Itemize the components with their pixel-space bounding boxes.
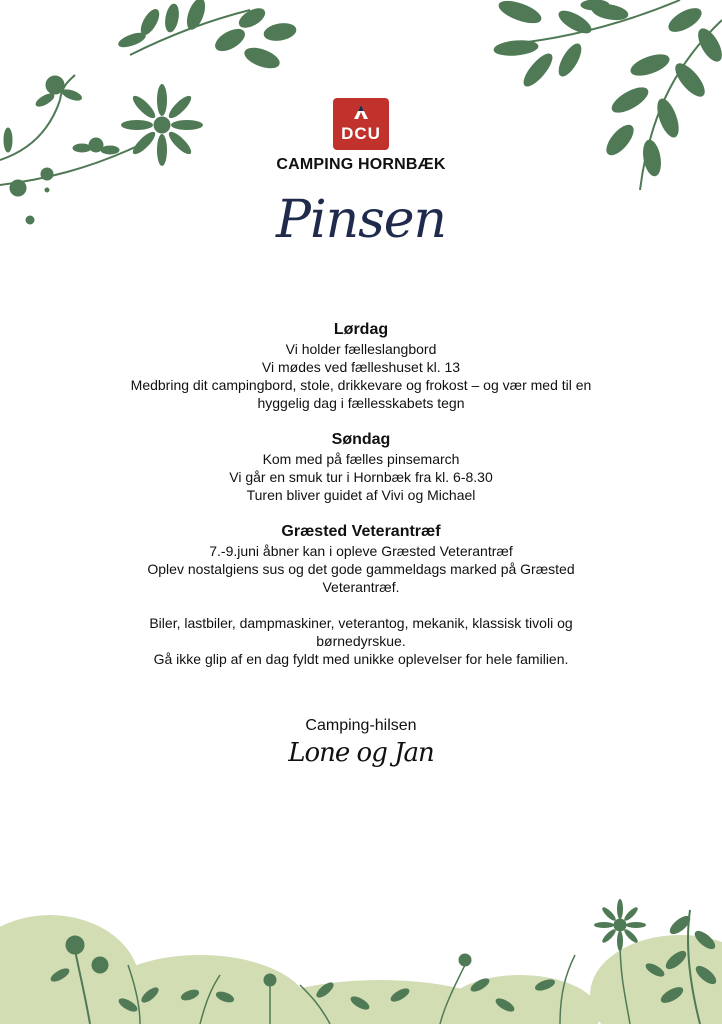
dcu-badge (333, 98, 389, 150)
plants-bottom-decoration (0, 895, 722, 1024)
section-line: Vi går en smuk tur i Hornbæk fra kl. 6-8.30 (229, 469, 493, 485)
signature: Lone og Jan (288, 738, 434, 768)
camping-logo (0, 98, 722, 174)
event-content (95, 320, 627, 686)
tent-icon (353, 104, 369, 120)
section-heading: Lørdag (333, 321, 389, 338)
section-veterantraef (95, 522, 627, 668)
section-line: Oplev nostalgiens sus og det gode gammeldags marked på Græsted (147, 561, 575, 577)
section-line: Vi mødes ved fælleshuset kl. 13 (261, 359, 461, 375)
section-line: Biler, lastbiler, dampmaskiner, veterantog, mekanik, klassisk tivoli og (149, 615, 573, 631)
page-title: Pinsen (275, 190, 447, 250)
section-line: Veterantræf. (322, 579, 400, 595)
badge-text: DCU (341, 124, 381, 143)
section-line: Vi holder fælleslangbord (285, 341, 437, 357)
section-line: 7.-9.juni åbner kan i opleve Græsted Veterantræf (209, 543, 513, 559)
section-heading: Søndag (331, 431, 391, 448)
section-saturday (95, 320, 627, 412)
closing-greeting: Camping-hilsen (305, 717, 417, 734)
brand-name: CAMPING HORNBÆK (276, 156, 446, 173)
section-heading: Græsted Veterantræf (281, 523, 441, 540)
section-line: Turen bliver guidet af Vivi og Michael (246, 487, 476, 503)
section-line: børnedyrskue. (316, 633, 406, 649)
section-line: Gå ikke glip af en dag fyldt med unikke oplevelser for hele familien. (153, 651, 569, 667)
section-line: Medbring dit campingbord, stole, drikkevare og frokost – og vær med til en (130, 377, 592, 393)
section-line: hyggelig dag i fællesskabets tegn (257, 395, 465, 411)
section-sunday (95, 430, 627, 504)
section-line: Kom med på fælles pinsemarch (262, 451, 460, 467)
